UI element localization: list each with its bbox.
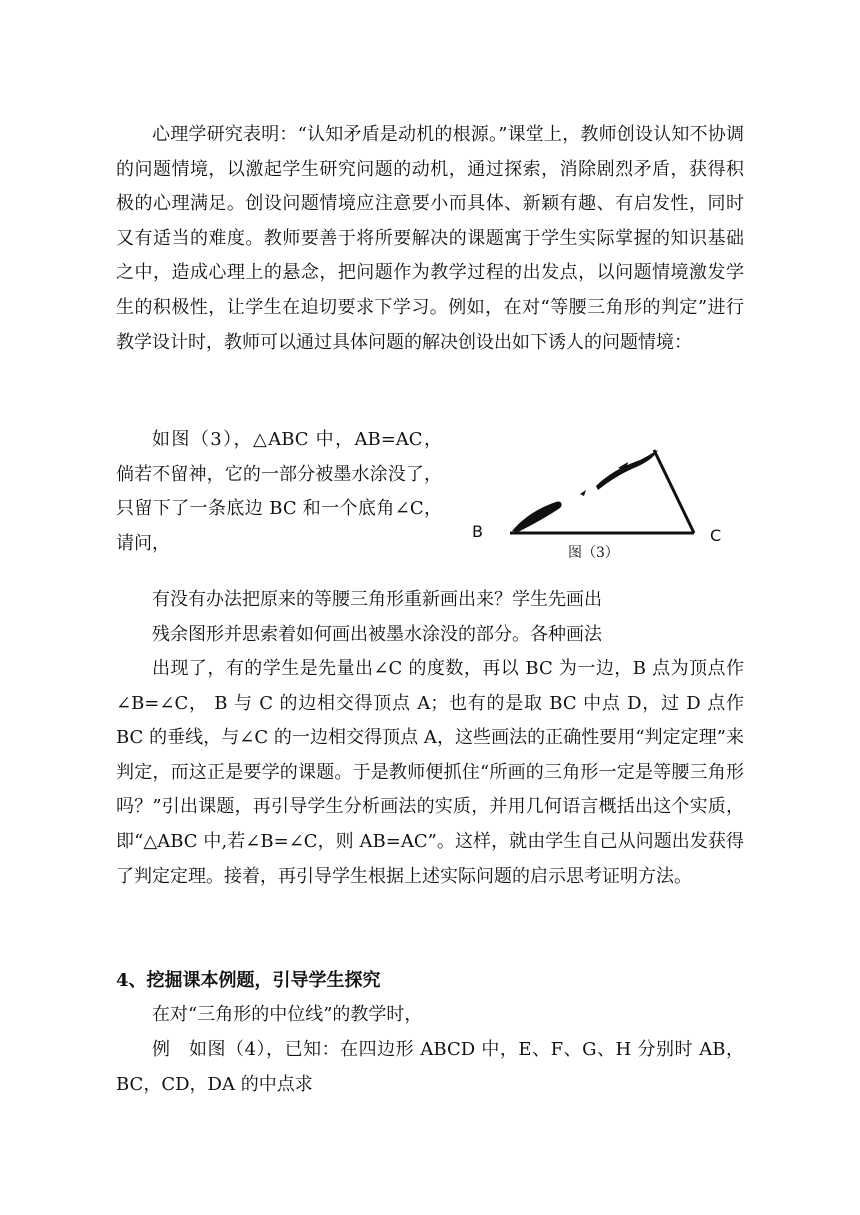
ink-blot-left [512,501,562,532]
ink-blot-top [596,450,658,490]
line-remaining-figure: 残余图形并思索着如何画出被墨水涂没的部分。各种画法 [152,624,602,645]
figure-3-ink-triangle [468,438,748,566]
line-redraw-question: 有没有办法把原来的等腰三角形重新画出来？学生先画出 [152,589,602,610]
vertex-c-label: C [710,526,722,545]
vertex-b-label: B [472,522,483,541]
paragraph-student-methods: 出现了，有的学生是先量出∠C 的度数，再以 BC 为一边，B 点为顶点作∠B=∠C， B 与 C 的边相交得顶点 A；也有的是取 BC 中点 D，过 D 点作 BC 的垂线，与∠C 的一边相交得顶点 A，这些画法的正确性要用“判定定理”来判定，而这正是要学的课题。于是教师便抓住“所画的三角形一定是等腰三角形吗？”引出课题，再引导学生分析画法的实质，并用几何语言概括出这个实质，即“△ABC 中,若∠B=∠C，则 AB=AC”。这样，就由学生自己从问题出发获得了判定定理。接着，再引导学生根据上述实际问题的启示思考证明方法。 [116,658,744,887]
paragraph-intro: 心理学研究表明：“认知矛盾是动机的根源。”课堂上，教师创设认知不协调的问题情境，以激起学生研究问题的动机，通过探索，消除剧烈矛盾，获得积极的心理满足。创设问题情境应注意要小而具体、新颖有趣、有启发性，同时又有适当的难度。教师要善于将所要解决的课题寓于学生实际掌握的知识基础之中，造成心理上的悬念，把问题作为教学过程的出发点，以问题情境激发学生的积极性，让学生在迫切要求下学习。例如，在对“等腰三角形的判定”进行教学设计时，教师可以通过具体问题的解决创设出如下诱人的问题情境： [116,124,744,353]
line-midline-teaching: 在对“三角形的中位线”的教学时， [152,1004,423,1025]
side-ca-line [654,450,694,533]
paragraph-figure-question: 如图（3），△ABC 中，AB=AC，倘若不留神，它的一部分被墨水涂没了，只留下了一条底边 BC 和一个底角∠C，请问， [116,429,442,554]
ink-speck [580,490,586,496]
figure-caption: 图（3） [568,545,619,561]
section-heading-4: 4、挖掘课本例题，引导学生探究 [116,970,381,991]
paragraph-example-4: 例 如图（4），已知：在四边形 ABCD 中，E、F、G、H 分别时 AB，BC，CD，DA 的中点求 [116,1039,744,1095]
